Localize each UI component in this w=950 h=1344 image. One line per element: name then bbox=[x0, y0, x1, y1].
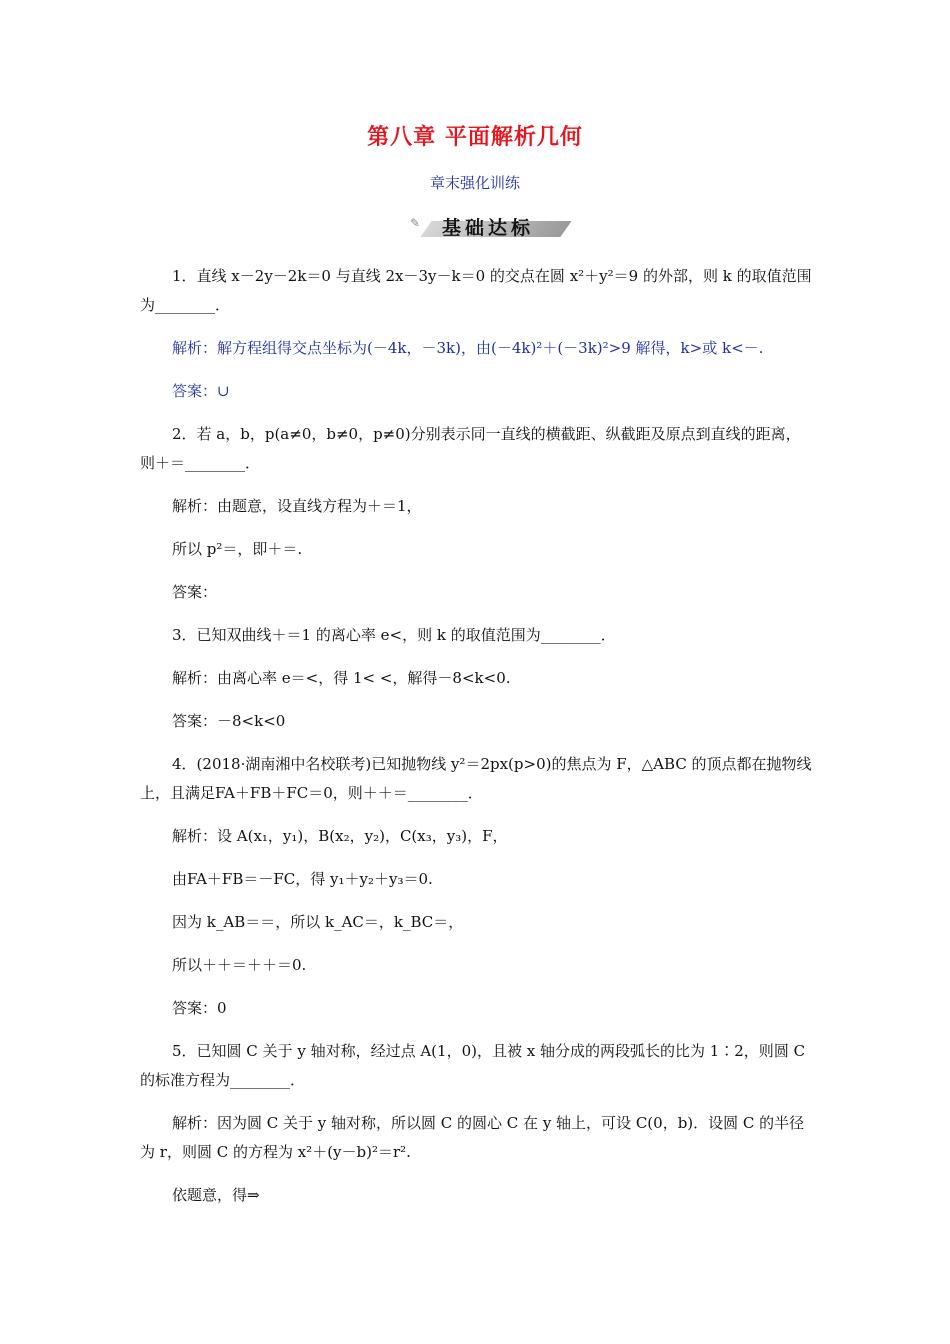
line-1: 解析：解方程组得交点坐标为(－4k，－3k)，由(－4k)²＋(－3k)²>9 解得，k>或 k<－. bbox=[172, 339, 764, 357]
line-13: 因为 k_AB＝＝，所以 k_AC＝，k_BC＝， bbox=[172, 913, 464, 931]
section-banner bbox=[410, 212, 570, 242]
line-4: 解析：由题意，设直线方程为＋＝1， bbox=[172, 497, 422, 515]
chapter-title: 第八章 平面解析几何 bbox=[367, 124, 583, 150]
line-6: 答案： bbox=[172, 583, 218, 601]
line-17: 解析：因为圆 C 关于 y 轴对称，所以圆 C 的圆心 C 在 y 轴上，可设 C(0，b)．设圆 C 的半径为 r，则圆 C 的方程为 x²＋(y－b)²＝r². bbox=[140, 1114, 805, 1161]
pencil-icon: ✎ bbox=[410, 216, 421, 230]
banner-label: 基础达标 bbox=[442, 217, 535, 239]
line-10: 4．(2018·湖南湘中名校联考)已知抛物线 y²＝2px(p>0)的焦点为 F，△ABC 的顶点都在抛物线上，且满足FA＋FB＋FC＝0，则＋＋＝________． bbox=[140, 755, 812, 802]
line-3: 2．若 a，b，p(a≠0，b≠0，p≠0)分别表示同一直线的横截距、纵截距及原点到直线的距离，则＋＝________． bbox=[140, 425, 801, 472]
line-0: 1．直线 x－2y－2k＝0 与直线 2x－3y－k＝0 的交点在圆 x²＋y²＝9 的外部，则 k 的取值范围为________． bbox=[140, 267, 812, 314]
section-subtitle: 章末强化训练 bbox=[429, 174, 520, 192]
line-14: 所以＋＋＝＋＋＝0. bbox=[172, 956, 307, 974]
line-11: 解析：设 A(x₁，y₁)，B(x₂，y₂)，C(x₃，y₃)，F， bbox=[172, 827, 508, 845]
line-5: 所以 p²＝，即＋＝. bbox=[172, 540, 303, 558]
line-15: 答案：0 bbox=[172, 999, 227, 1017]
line-12: 由FA＋FB＝－FC，得 y₁＋y₂＋y₃＝0. bbox=[172, 870, 433, 888]
line-16: 5．已知圆 C 关于 y 轴对称，经过点 A(1，0)，且被 x 轴分成的两段弧长的比为 1∶2，则圆 C 的标准方程为________． bbox=[140, 1042, 806, 1089]
line-18: 依题意，得⇒ bbox=[172, 1186, 260, 1204]
problem-content bbox=[140, 262, 812, 1224]
line-8: 解析：由离心率 e＝<，得 1< <，解得－8<k<0. bbox=[172, 669, 511, 687]
line-2: 答案：∪ bbox=[172, 382, 230, 400]
line-9: 答案：－8<k<0 bbox=[172, 712, 286, 730]
line-7: 3．已知双曲线＋＝1 的离心率 e<，则 k 的取值范围为________． bbox=[172, 626, 616, 644]
